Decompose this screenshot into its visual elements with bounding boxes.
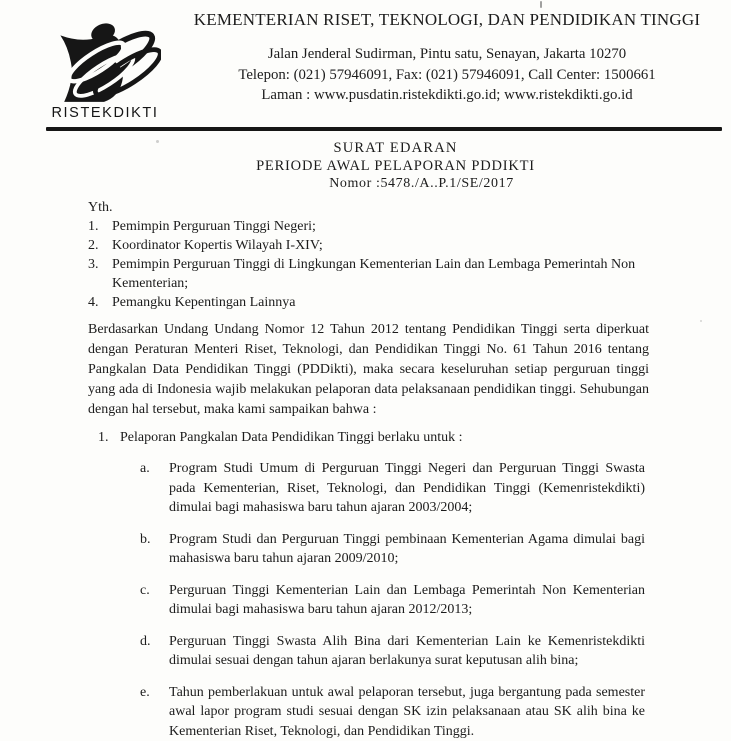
subpoint-letter: c. bbox=[140, 582, 150, 598]
subpoint-text: Program Studi dan Perguruan Tinggi pembinaan Kementerian Agama dimulai bagi mahasiswa baru tahun ajaran 2009/2010; bbox=[169, 531, 645, 566]
phone-line: Telepon: (021) 57946091, Fax: (021) 57946091, Call Center: 1500661 bbox=[238, 66, 656, 83]
subpoint-text: Perguruan Tinggi Kementerian Lain dan Lembaga Pemerintah Non Kementerian dimulai bagi mahasiswa baru tahun ajaran 2012/2013; bbox=[169, 582, 645, 617]
recipient-number: 3. bbox=[88, 256, 99, 272]
letter-body bbox=[88, 198, 649, 741]
recipient-number: 1. bbox=[88, 218, 99, 234]
subpoint-list bbox=[140, 459, 645, 741]
recipient-text: Pemimpin Perguruan Tinggi di Lingkungan Kementerian Lain dan Lembaga Pemerintah Non Kementerian; bbox=[112, 256, 636, 291]
ristekdikti-logo bbox=[42, 20, 168, 124]
logo-wordmark: RISTEKDIKTI bbox=[51, 105, 159, 121]
point-number: 1. bbox=[98, 429, 109, 445]
letterhead-text bbox=[168, 0, 726, 106]
recipient-item bbox=[88, 236, 649, 255]
ristekdikti-emblem-icon bbox=[49, 20, 161, 104]
letter-type-title: SURAT EDARAN bbox=[333, 140, 458, 156]
recipient-text: Pemangku Kepentingan Lainnya bbox=[112, 294, 296, 310]
subpoint-text: Program Studi Umum di Perguruan Tinggi Negeri dan Perguruan Tinggi Swasta pada Kementerian, Riset, Teknologi, dan Pendidikan Tinggi (Kemenristekdikti) dimulai bagi mahasiswa baru tahun ajaran 2003/2004; bbox=[169, 461, 645, 515]
scan-artifact bbox=[156, 140, 159, 143]
subpoint-item bbox=[140, 581, 645, 620]
scan-artifact bbox=[540, 1, 542, 8]
letter-subject-title: PERIODE AWAL PELAPORAN PDDIKTI bbox=[256, 157, 535, 174]
recipient-item bbox=[88, 255, 649, 293]
recipient-item bbox=[88, 293, 649, 312]
subpoint-item bbox=[140, 459, 645, 518]
address-line: Jalan Jenderal Sudirman, Pintu satu, Senayan, Jakarta 10270 bbox=[267, 46, 627, 62]
subpoint-item bbox=[140, 530, 645, 569]
recipient-number: 2. bbox=[88, 237, 99, 253]
recipient-salutation: Yth. bbox=[88, 199, 113, 215]
subpoint-text: Tahun pemberlakuan untuk awal pelaporan tersebut, juga bergantung pada semester awal lapor program studi sesuai dengan SK izin pelaksanaan atau SK alih bina ke Kementerian Riset, Teknologi, dan Pendidikan Tinggi. bbox=[169, 684, 645, 739]
recipient-text: Koordinator Kopertis Wilayah I-XIV; bbox=[112, 237, 323, 253]
subpoint-text: Perguruan Tinggi Swasta Alih Bina dari Kementerian Lain ke Kemenristekdikti dimulai sesuai dengan tahun ajaran berlakunya surat keputusan alih bina; bbox=[169, 633, 645, 668]
subpoint-letter: b. bbox=[140, 531, 151, 547]
subpoint-letter: e. bbox=[140, 684, 150, 700]
subpoint-item bbox=[140, 683, 645, 741]
website-line: Laman : www.pusdatin.ristekdikti.go.id; www.ristekdikti.go.id bbox=[261, 87, 633, 103]
ministry-name: KEMENTERIAN RISET, TEKNOLOGI, DAN PENDIDIKAN TINGGI bbox=[193, 10, 701, 29]
point-text: Pelaporan Pangkalan Data Pendidikan Tinggi berlaku untuk : bbox=[120, 429, 463, 445]
recipient-number: 4. bbox=[88, 294, 99, 310]
opening-paragraph: Berdasarkan Undang Undang Nomor 12 Tahun 2012 tentang Pendidikan Tinggi serta diperkuat dengan Peraturan Menteri Riset, Teknologi, dan Pendidikan Tinggi No. 61 Tahun 2016 tentang Pangkalan Data Pendidikan Tinggi (PDDikti), maka secara keseluruhan setiap perguruan tinggi yang ada di Indonesia wajib melakukan pelaporan data pelaksanaan pendidikan tinggi. Sehubungan dengan hal tersebut, maka kami sampaikan bahwa : bbox=[88, 321, 649, 417]
recipient-text: Pemimpin Perguruan Tinggi Negeri; bbox=[112, 218, 316, 234]
letter-title-block bbox=[0, 140, 731, 193]
letter-number: Nomor :5478./A..P.1/SE/2017 bbox=[329, 176, 514, 191]
recipient-block bbox=[88, 198, 649, 312]
subpoint-letter: a. bbox=[140, 461, 150, 476]
numbered-point bbox=[98, 428, 649, 448]
scan-artifact bbox=[700, 320, 702, 322]
subpoint-item bbox=[140, 632, 645, 671]
letterhead-contact-block bbox=[168, 44, 726, 106]
letterhead-divider bbox=[46, 127, 722, 131]
letterhead bbox=[0, 0, 731, 127]
recipient-item bbox=[88, 217, 649, 236]
subpoint-letter: d. bbox=[140, 633, 151, 649]
